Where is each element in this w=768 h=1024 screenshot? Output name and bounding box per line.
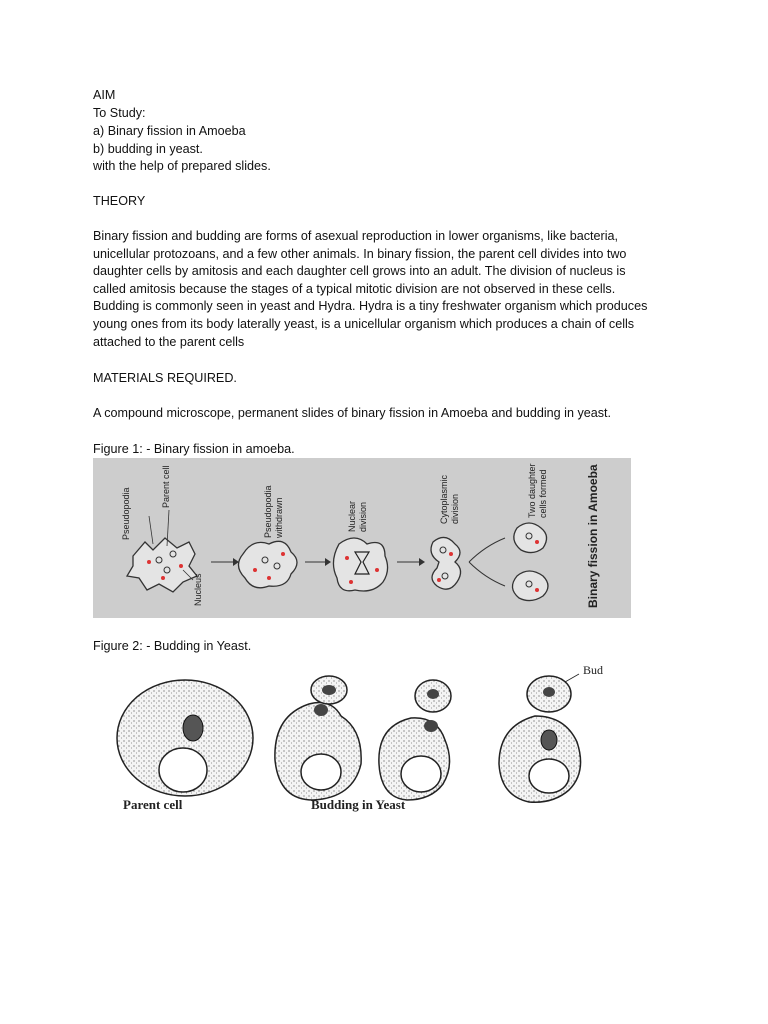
label-budding-in-yeast: Budding in Yeast [311,797,406,812]
to-study-label: To Study: [93,106,146,120]
label-parent-cell: Parent cell [161,465,171,508]
amoeba-fission-diagram [93,458,631,618]
figure1-title: Binary fission in Amoeba [586,464,600,608]
theory-line: called amitosis because the stages of a typical mitotic division are not observed in these cells. [93,281,616,296]
label-cytoplasmic-division-2: division [450,493,460,524]
label-pseudopodia-withdrawn-1: Pseudopodia [263,485,273,538]
theory-line: unicellular protozoans, and a few other animals. In binary fission, the parent cell divides into two [93,246,627,261]
theory-heading: THEORY [93,194,146,208]
theory-line: Binary fission and budding are forms of asexual reproduction in lower organisms, like bacteria, [93,229,619,243]
theory-line: young ones from its body laterally yeast, is a unicellular organism which produces a chain of cells [93,316,635,331]
materials-heading: MATERIALS REQUIRED. [93,371,237,385]
aim-with-help: with the help of prepared slides. [93,159,271,173]
amoeba-nuclear-division [333,538,387,591]
figure2-image [103,660,623,818]
label-parent-cell: Parent cell [123,797,183,812]
label-bud: Bud [583,663,604,677]
amoeba-pseudopodia-withdrawn [238,541,297,587]
theory-line: attached to the parent cells [93,334,245,349]
aim-heading: AIM [93,88,116,102]
amoeba-daughter-cell [512,571,548,601]
figure2-caption: Figure 2: - Budding in Yeast. [93,639,252,653]
theory-line: daughter cells by amitosis and each daughter cell grows into an adult. The division of nucleus is [93,264,626,279]
figure1-image [93,458,631,618]
theory-line: Budding is commonly seen in yeast and Hydra. Hydra is a tiny freshwater organism which produces [93,299,648,314]
theory-paragraph [93,228,653,351]
label-nuclear-division-1: Nuclear [347,500,357,532]
label-nuclear-division-2: division [358,501,368,532]
label-pseudopodia: Pseudopodia [121,487,131,540]
label-two-daughter-1: Two daughter [527,463,537,518]
materials-text: A compound microscope, permanent slides of binary fission in Amoeba and budding in yeast. [93,406,612,420]
label-pseudopodia-withdrawn-2: withdrawn [274,497,284,538]
label-two-daughter-2: cells formed [538,469,548,518]
figure1-caption: Figure 1: - Binary fission in amoeba. [93,442,295,456]
label-cytoplasmic-division-1: Cytoplasmic [439,474,449,524]
label-nucleus: Nucleus [193,573,203,606]
aim-item-b: b) budding in yeast. [93,142,203,156]
yeast-budding-diagram [103,660,623,818]
aim-item-a: a) Binary fission in Amoeba [93,124,246,138]
